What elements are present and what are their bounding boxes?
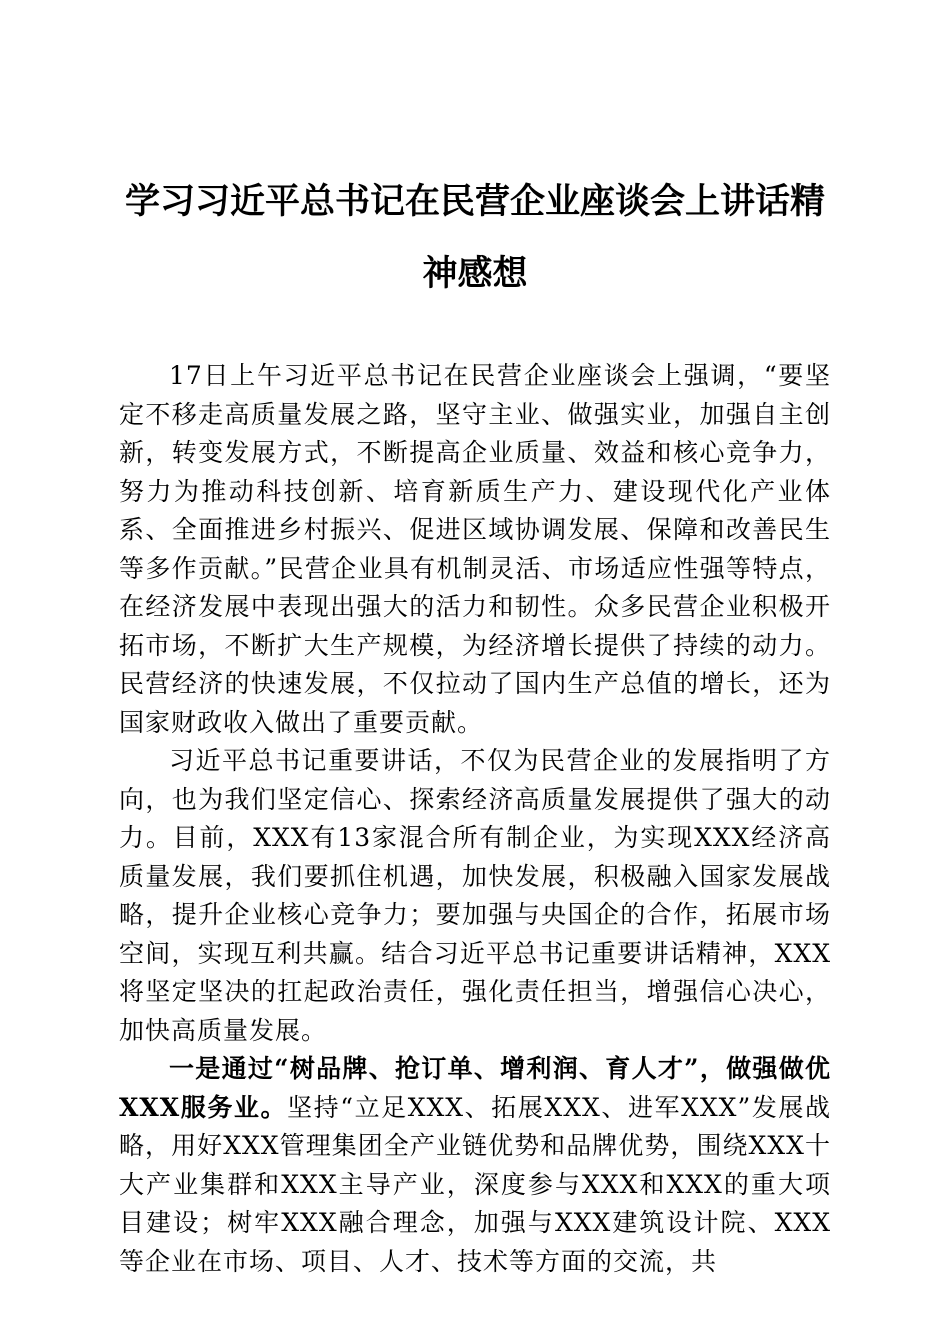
document-title: 学习习近平总书记在民营企业座谈会上讲话精神感想 [124, 181, 825, 294]
document-body [119, 357, 831, 1281]
paragraph-2-text: 习近平总书记重要讲话，不仅为民营企业的发展指明了方向，也为我们坚定信心、探索经济高质量发展提供了强大的动力。目前，XXX有13家混合所有制企业，为实现XXX经济高质量发展，我们要抓住机遇，加快发展，积极融入国家发展战略，提升企业核心竞争力；要加强与央国企的合作，拓展市场空间，实现互利共赢。结合习近平总书记重要讲话精神，XXX将坚定坚决的扛起政治责任，强化责任担当，增强信心决心，加快高质量发展。 [119, 746, 831, 1045]
paragraph-3-lead: 一是通过“树品牌、抢订单、增利润、育人才”，做强做优XXX服务业。 [119, 1054, 831, 1122]
paragraph-3 [119, 1050, 831, 1281]
paragraph-1-text: 17日上午习近平总书记在民营企业座谈会上强调，“要坚定不移走高质量发展之路，坚守主业、做强实业，加强自主创新，转变发展方式，不断提高企业质量、效益和核心竞争力，努力为推动科技创新、培育新质生产力、建设现代化产业体系、全面推进乡村振兴、促进区域协调发展、保障和改善民生等多作贡献。”民营企业具有机制灵活、市场适应性强等特点，在经济发展中表现出强大的活力和韧性。众多民营企业积极开拓市场，不断扩大生产规模，为经济增长提供了持续的动力。民营经济的快速发展，不仅拉动了国内生产总值的增长，还为国家财政收入做出了重要贡献。 [119, 361, 831, 737]
paragraph-2 [119, 742, 831, 1050]
paragraph-3-text: 坚持“立足XXX、拓展XXX、进军XXX”发展战略，用好XXX管理集团全产业链优势和品牌优势，围绕XXX十大产业集群和XXX主导产业，深度参与XXX和XXX的重大项目建设；树牢XXX融合理念，加强与XXX建筑设计院、XXX等企业在市场、项目、人才、技术等方面的交流，共 [119, 1092, 831, 1276]
paragraph-1 [119, 357, 831, 742]
